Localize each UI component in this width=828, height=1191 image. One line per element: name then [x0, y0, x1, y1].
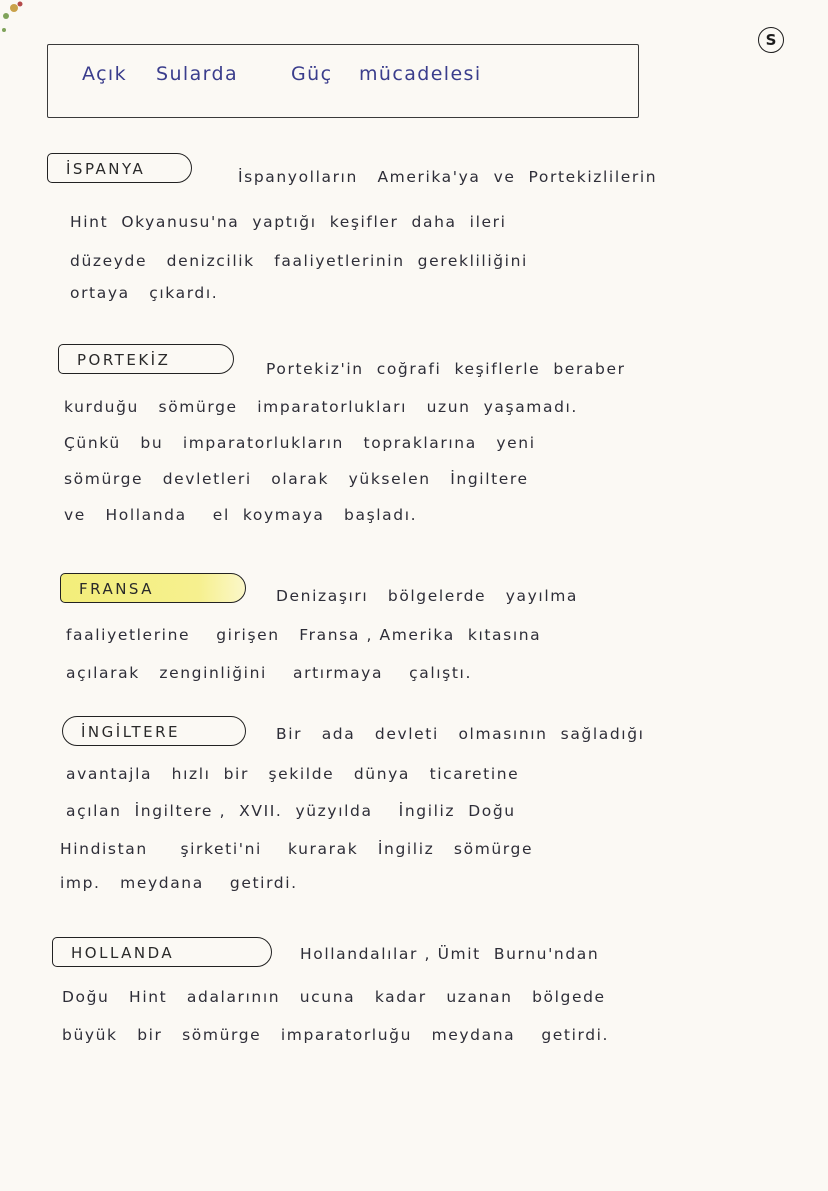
title-box [47, 44, 639, 118]
section-line: Hindistan şirketi'ni kurarak İngiliz sömürge [60, 840, 534, 858]
section-line: açılarak zenginliğini artırmaya çalıştı. [66, 664, 472, 682]
section-line: ve Hollanda el koymaya başladı. [64, 506, 418, 524]
section-line: avantajla hızlı bir şekilde dünya ticaretine [66, 765, 520, 783]
section-line: sömürge devletleri olarak yükselen İngiltere [64, 470, 529, 488]
section-tag-fransa: FRANSA [60, 573, 246, 603]
title-word-1: Açık [82, 63, 127, 85]
section-tag-hollanda: HOLLANDA [52, 937, 272, 967]
title-word-2: Sularda [156, 63, 239, 85]
title-word-4: mücadelesi [359, 63, 482, 85]
section-line: Denizaşırı bölgelerde yayılma [276, 587, 579, 605]
title-word-3: Güç [291, 63, 333, 85]
section-line: Doğu Hint adalarının ucuna kadar uzanan bölgede [62, 988, 606, 1006]
section-line: kurduğu sömürge imparatorlukları uzun yaşamadı. [64, 398, 578, 416]
section-tag-ingiltere: İNGİLTERE [62, 716, 246, 746]
section-line: faaliyetlerine girişen Fransa , Amerika kıtasına [66, 626, 542, 644]
section-line: İspanyolların Amerika'ya ve Portekizlilerin [238, 168, 658, 186]
section-line: Hint Okyanusu'na yaptığı keşifler daha ileri [70, 213, 507, 231]
section-tag-ispanya: İSPANYA [47, 153, 192, 183]
section-tag-portekiz: PORTEKİZ [58, 344, 234, 374]
section-line: açılan İngiltere , XVII. yüzyılda İngiliz Doğu [66, 802, 516, 820]
section-line: büyük bir sömürge imparatorluğu meydana getirdi. [62, 1026, 610, 1044]
section-line: imp. meydana getirdi. [60, 874, 298, 892]
page-number-badge: S [758, 27, 784, 53]
section-line: Portekiz'in coğrafi keşiflerle beraber [266, 360, 626, 378]
section-line: Bir ada devleti olmasının sağladığı [276, 725, 645, 743]
section-line: ortaya çıkardı. [70, 284, 219, 302]
section-line: Hollandalılar , Ümit Burnu'ndan [300, 945, 600, 963]
flower-doodle-icon [0, 0, 40, 40]
section-line: Çünkü bu imparatorlukların topraklarına yeni [64, 434, 536, 452]
section-line: düzeyde denizcilik faaliyetlerinin gerekliliğini [70, 252, 528, 270]
